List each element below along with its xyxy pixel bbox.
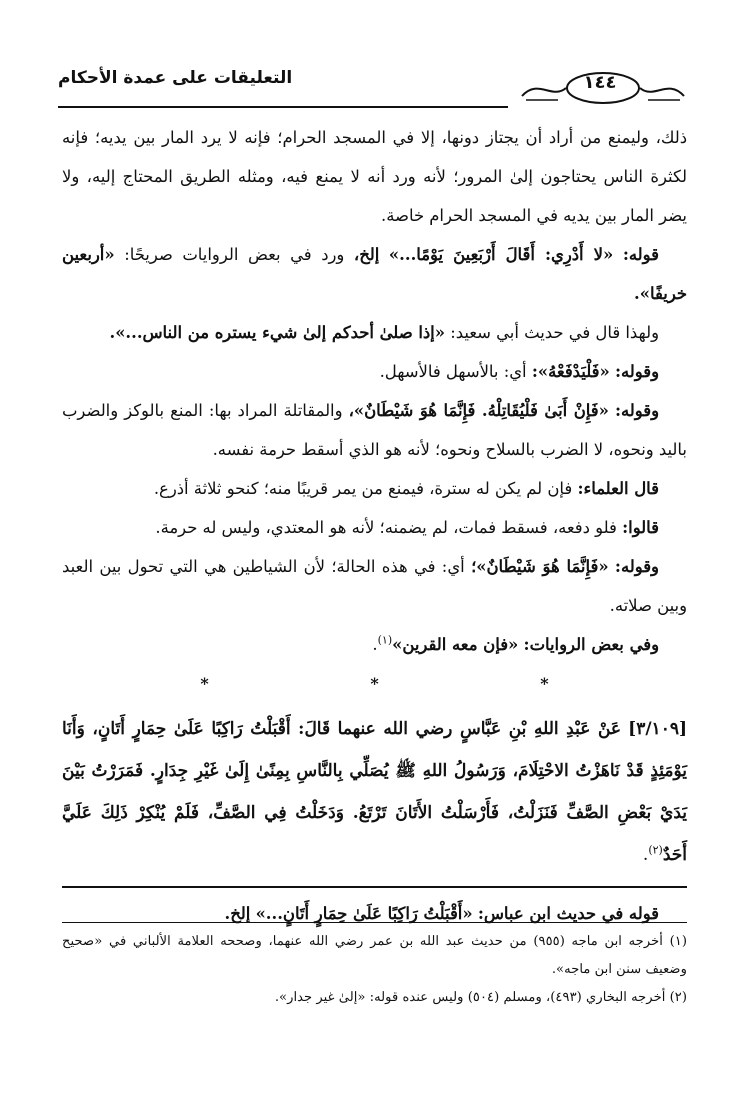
- p8-quote: «فَإِنَّمَا هُوَ شَيْطَانٌ»؛: [471, 557, 609, 576]
- paragraph-4: [62, 352, 687, 391]
- header-divider: [58, 106, 508, 108]
- footnote-divider: [62, 922, 687, 923]
- book-title: التعليقات على عمدة الأحكام: [58, 68, 293, 88]
- hadith-divider: [62, 886, 687, 888]
- p3-quote: «إذا صلىٰ أحدكم إلىٰ شيء يستره من الناس...».: [109, 323, 445, 342]
- paragraph-8: [62, 547, 687, 625]
- footnote-ref-2: (٢): [648, 843, 663, 857]
- page-number: ١٤٤: [583, 72, 617, 93]
- p8-text: أي: في هذه الحالة؛ لأن الشياطين هي التي تحول بين العبد وبين صلاته.: [62, 557, 687, 615]
- running-header: [58, 66, 688, 106]
- paragraph-2: [62, 235, 687, 313]
- p9-lead: وفي بعض الروايات:: [523, 635, 659, 654]
- paragraph-1: ذلك، وليمنع من أراد أن يجتاز دونها، إلا في المسجد الحرام؛ فإنه لا يرد المار بين يديه؛ فإنه لكثرة الناس يحتاجون إلىٰ المرور؛ لأنه ورد أنه لا يمنع فيه، ومثله الطريق المحتاج إليه، ولا يضر المار بين يديه في المسجد الحرام خاصة.: [62, 128, 687, 225]
- p5-lead: وقوله:: [614, 401, 659, 420]
- hadith-body: عَنْ عَبْدِ اللهِ بْنِ عَبَّاسٍ رضي الله عنهما قَالَ: أَقْبَلْتُ رَاكِبًا عَلَىٰ حِمَارٍ أَتَانٍ، وَأَنَا يَوْمَئِذٍ قَدْ نَاهَزْتُ الاحْتِلَامَ، وَرَسُولُ اللهِ ﷺ يُصَلِّي بِالنَّاسِ بِمِنًىٰ إِلَىٰ غَيْرِ جِدَارٍ. فَمَرَرْتُ بَيْنَ يَدَيْ بَعْضِ الصَّفِّ فَنَزَلْتُ، فَأَرْسَلْتُ الأَتَانَ تَرْتَعُ. وَدَخَلْتُ فِي الصَّفِّ، فَلَمْ يُنْكِرْ ذَلِكَ عَلَيَّ أَحَدٌ: [62, 719, 687, 865]
- hadith-end: .: [642, 845, 649, 865]
- footnote-2: (٢) أخرجه البخاري (٤٩٣)، ومسلم (٥٠٤) وليس عنده قوله: «إلىٰ غير جدار».: [274, 990, 687, 1005]
- p8-lead: وقوله:: [614, 557, 659, 576]
- paragraph-3: [62, 313, 687, 352]
- comment-lead: قوله في حديث ابن عباس:: [477, 904, 659, 923]
- p4-quote: «فَلْيَدْفَعْهُ»:: [531, 362, 610, 381]
- footnote-1: (١) أخرجه ابن ماجه (٩٥٥) من حديث عبد الله بن عمر رضي الله عنهما، وصححه العلامة الألباني في «صحيح وضعيف سنن ابن ماجه».: [62, 934, 687, 977]
- footnote-ref-1: (١): [377, 633, 393, 647]
- p9-quote: «فإن معه القرين»: [392, 635, 519, 654]
- comment-quote: «أَقْبَلْتُ رَاكِبًا عَلَىٰ حِمَارٍ أَتَانٍ...»: [255, 904, 473, 923]
- footnotes: [62, 928, 687, 1012]
- p2-text: ورد في بعض الروايات صريحًا:: [124, 245, 345, 264]
- paragraph-5: [62, 391, 687, 469]
- p7-lead: قالوا:: [622, 518, 659, 537]
- p2-lead: قوله:: [622, 245, 659, 264]
- paragraph-6: [62, 469, 687, 508]
- paragraph-9: [62, 625, 687, 664]
- p9-end: .: [372, 635, 378, 654]
- paragraph-7: [62, 508, 687, 547]
- p3-text: ولهذا قال في حديث أبي سعيد:: [450, 323, 659, 342]
- p5-quote: «فَإِنْ أَبَىٰ فَلْيُقَاتِلْهُ. فَإِنَّمَا هُوَ شَيْطَانٌ»،: [348, 401, 609, 420]
- p2-etc: إلخ،: [353, 245, 380, 264]
- p2-quote-2: «أربعين خريفًا».: [62, 245, 687, 303]
- p7-text: فلو دفعه، فسقط فمات، لم يضمنه؛ لأنه هو المعتدي، وليس له حرمة.: [155, 518, 617, 537]
- p2-quote: «لا أَدْرِي: أَقَالَ أَرْبَعِينَ يَوْمًا...»: [388, 245, 614, 264]
- main-text: [62, 118, 687, 933]
- p4-text: أي: بالأسهل فالأسهل.: [379, 362, 527, 381]
- p5-text: والمقاتلة المراد بها: المنع بالوكز والضرب باليد ونحوه، لا الضرب بالسلاح ونحوه؛ لأنه هو الذي أسقط حرمة نفسه.: [62, 401, 687, 459]
- p6-text: فإن لم يكن له سترة، فيمنع من يمر قريبًا منه؛ كنحو ثلاثة أذرع.: [153, 479, 573, 498]
- hadith-text: [62, 708, 687, 876]
- p6-lead: قال العلماء:: [577, 479, 659, 498]
- comment-etc: إلخ.: [224, 904, 251, 923]
- p4-lead: وقوله:: [614, 362, 659, 381]
- hadith-number: [٣/١٠٩]: [628, 719, 687, 739]
- section-separator: * * *: [200, 674, 627, 693]
